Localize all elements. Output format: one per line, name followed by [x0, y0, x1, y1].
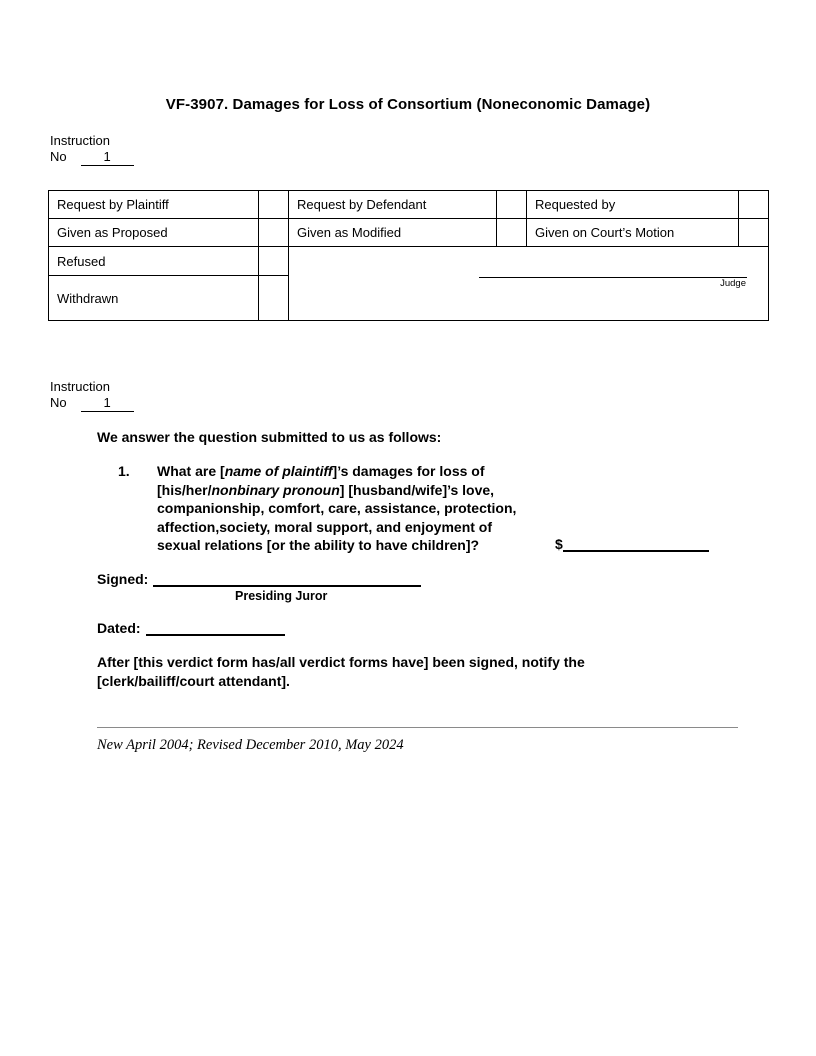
table-row — [49, 247, 769, 276]
question-seg: ]’s damages for loss of [his/her/ — [157, 463, 485, 498]
withdrawn-cell: Withdrawn — [49, 276, 259, 321]
dated-label: Dated: — [97, 619, 141, 636]
instruction-no-row — [50, 394, 816, 412]
signed-row — [97, 571, 816, 587]
signed-blank-line — [153, 573, 421, 587]
question-seg-italic: name of plaintiff — [224, 463, 333, 479]
instruction-block-top — [50, 133, 816, 166]
instruction-block-mid — [50, 379, 816, 412]
request-by-plaintiff-checkbox-cell — [259, 191, 289, 219]
instruction-no-row — [50, 148, 816, 166]
question-number: 1. — [118, 463, 130, 479]
request-by-plaintiff-cell: Request by Plaintiff — [49, 191, 259, 219]
dated-blank-line — [146, 622, 285, 636]
signed-label: Signed: — [97, 570, 149, 587]
judge-label: Judge — [720, 278, 746, 289]
instruction-no-value: 1 — [81, 394, 134, 412]
given-on-courts-motion-checkbox-cell — [739, 219, 769, 247]
given-as-modified-cell: Given as Modified — [289, 219, 497, 247]
damages-amount-field — [555, 535, 709, 554]
instruction-no-label: No — [50, 395, 67, 410]
question-seg-italic: nonbinary pronoun — [211, 481, 340, 498]
refused-cell: Refused — [49, 247, 259, 276]
question-text — [157, 462, 529, 555]
given-on-courts-motion-cell: Given on Court’s Motion — [527, 219, 739, 247]
dollar-sign: $ — [555, 536, 563, 552]
after-signing-note: After [this verdict form has/all verdict forms have] been signed, notify the [clerk/bailiff/court attendant]. — [97, 653, 585, 689]
judge-signature-cell — [289, 247, 769, 321]
instruction-no-value: 1 — [81, 148, 134, 166]
table-row — [49, 219, 769, 247]
page-title: VF-3907. Damages for Loss of Consortium (Noneconomic Damage) — [165, 96, 651, 113]
request-by-defendant-cell: Request by Defendant — [289, 191, 497, 219]
revision-history: New April 2004; Revised December 2010, May 2024 — [97, 736, 404, 753]
presiding-juror-label: Presiding Juror — [235, 588, 328, 603]
amount-blank-line — [563, 538, 709, 552]
given-as-proposed-checkbox-cell — [259, 219, 289, 247]
request-by-defendant-checkbox-cell — [497, 191, 527, 219]
given-as-modified-checkbox-cell — [497, 219, 527, 247]
table-row — [49, 191, 769, 219]
question-item — [118, 462, 738, 555]
dated-row — [97, 620, 816, 636]
given-as-proposed-cell: Given as Proposed — [49, 219, 259, 247]
question-seg: What are [ — [157, 463, 225, 479]
withdrawn-checkbox-cell — [259, 276, 289, 321]
instruction-label: Instruction — [50, 133, 110, 148]
question-seg: ] [husband/wife]’s love, companionship, comfort, care, assistance, protection, affection,society, moral support, and enjoyment of sexual relations [or the ability to have children]? — [157, 481, 517, 553]
requested-by-checkbox-cell — [739, 191, 769, 219]
instruction-label: Instruction — [50, 379, 110, 394]
request-status-table — [48, 190, 769, 321]
refused-checkbox-cell — [259, 247, 289, 276]
instruction-no-label: No — [50, 149, 67, 164]
verdict-intro: We answer the question submitted to us as follows: — [97, 429, 442, 445]
footer-divider — [97, 727, 738, 728]
requested-by-cell: Requested by — [527, 191, 739, 219]
